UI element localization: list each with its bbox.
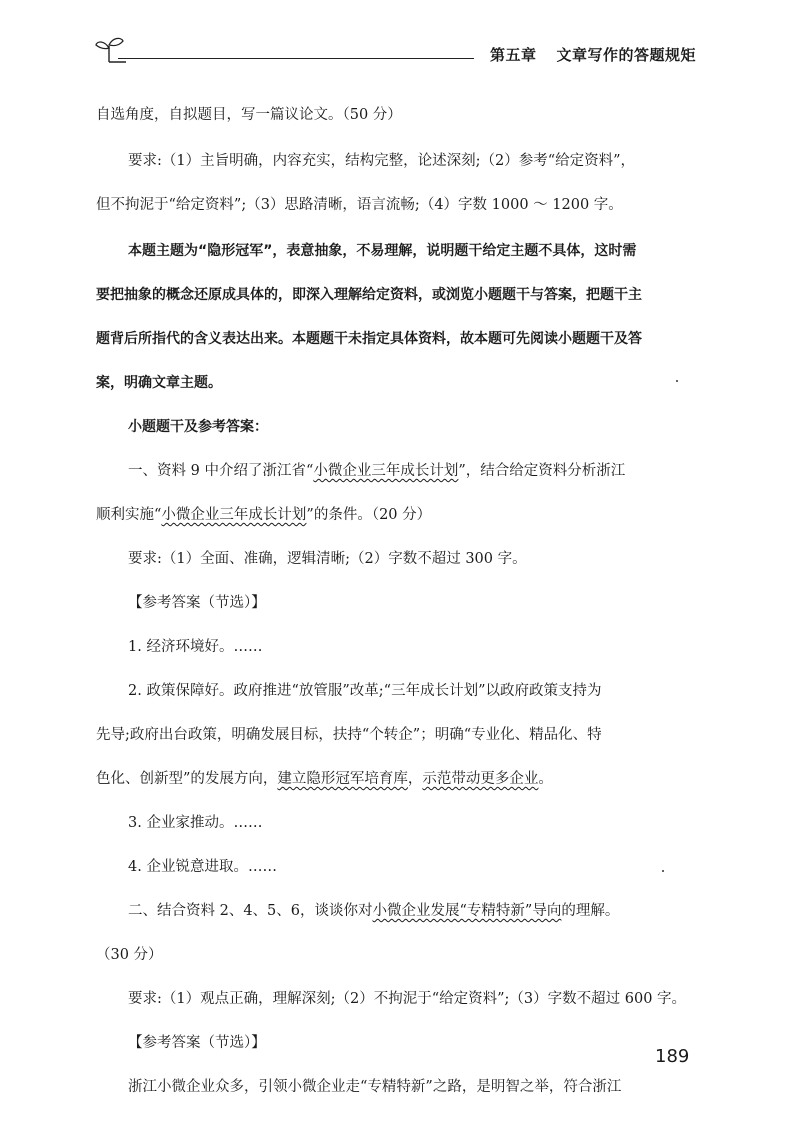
underlined-phrase: 小微企业三年成长计划 bbox=[161, 507, 307, 523]
answer-item: 2. 政策保障好。政府推进“放管服”改革;“三年成长计划”以政府政策支持为 bbox=[128, 683, 602, 699]
header-rule bbox=[118, 58, 474, 59]
underlined-phrase: 小微企业三年成长计划 bbox=[313, 463, 459, 479]
underlined-phrase: 小微企业发展“专精特新”导向 bbox=[372, 903, 562, 919]
text-line: （30 分） bbox=[96, 947, 163, 963]
text-line: 浙江小微企业众多，引领小微企业走“专精特新”之路，是明智之举，符合浙江 bbox=[128, 1079, 622, 1095]
text-line: 但不拘泥于“给定资料”;（3）思路清晰，语言流畅;（4）字数 1000 ～ 1200 字。 bbox=[96, 197, 623, 213]
page-header bbox=[92, 28, 696, 68]
answer-label: 【参考答案（节选）】 bbox=[128, 1035, 266, 1051]
section-label: 小题题干及参考答案： bbox=[128, 419, 268, 435]
page-number: 189 bbox=[655, 1046, 690, 1067]
scan-speck bbox=[676, 380, 678, 382]
text-line: 自选角度，自拟题目，写一篇议论文。（50 分） bbox=[96, 107, 402, 123]
underlined-phrase: 示范带动更多企业 bbox=[422, 771, 539, 787]
scan-speck bbox=[662, 870, 664, 872]
underlined-phrase: 建立隐形冠军培育库 bbox=[277, 771, 408, 787]
chapter-title: 文章写作的答题规矩 bbox=[556, 46, 696, 64]
answer-item: 1. 经济环境好。…… bbox=[128, 639, 263, 655]
answer-label: 【参考答案（节选）】 bbox=[128, 595, 266, 611]
answer-item: 4. 企业锐意进取。…… bbox=[128, 859, 277, 875]
text-line: 要求:（1）观点正确，理解深刻;（2）不拘泥于“给定资料”;（3）字数不超过 600 字。 bbox=[128, 991, 687, 1007]
chapter-number: 第五章 bbox=[489, 46, 537, 64]
text-line: 本题主题为“隐形冠军”，表意抽象，不易理解，说明题干给定主题不具体，这时需 bbox=[128, 243, 637, 259]
question-line: 顺利实施“小微企业三年成长计划”的条件。（20 分） bbox=[96, 507, 432, 523]
text-line: 要把抽象的概念还原成具体的，即深入理解给定资料，或浏览小题题干与答案，把题干主 bbox=[96, 287, 642, 303]
text-line: 题背后所指代的含义表达出来。本题题干未指定具体资料，故本题可先阅读小题题干及答 bbox=[96, 331, 642, 347]
text-line: 色化、创新型”的发展方向，建立隐形冠军培育库，示范带动更多企业。 bbox=[96, 771, 553, 787]
text-line: 要求:（1）全面、准确，逻辑清晰;（2）字数不超过 300 字。 bbox=[128, 551, 527, 567]
chapter-heading bbox=[490, 44, 696, 65]
text-line: 要求:（1）主旨明确，内容充实，结构完整，论述深刻;（2）参考“给定资料”， bbox=[128, 153, 636, 169]
sprout-icon bbox=[92, 32, 126, 66]
text-line: 案，明确文章主题。 bbox=[96, 375, 222, 391]
answer-item: 3. 企业家推动。…… bbox=[128, 815, 263, 831]
text-line: 先导;政府出台政策，明确发展目标，扶持“个转企”；明确“专业化、精品化、特 bbox=[96, 727, 602, 743]
question-line: 二、结合资料 2、4、5、6，谈谈你对小微企业发展“专精特新”导向的理解。 bbox=[128, 903, 620, 919]
question-line: 一、资料 9 中介绍了浙江省“小微企业三年成长计划”，结合给定资料分析浙江 bbox=[128, 463, 626, 479]
